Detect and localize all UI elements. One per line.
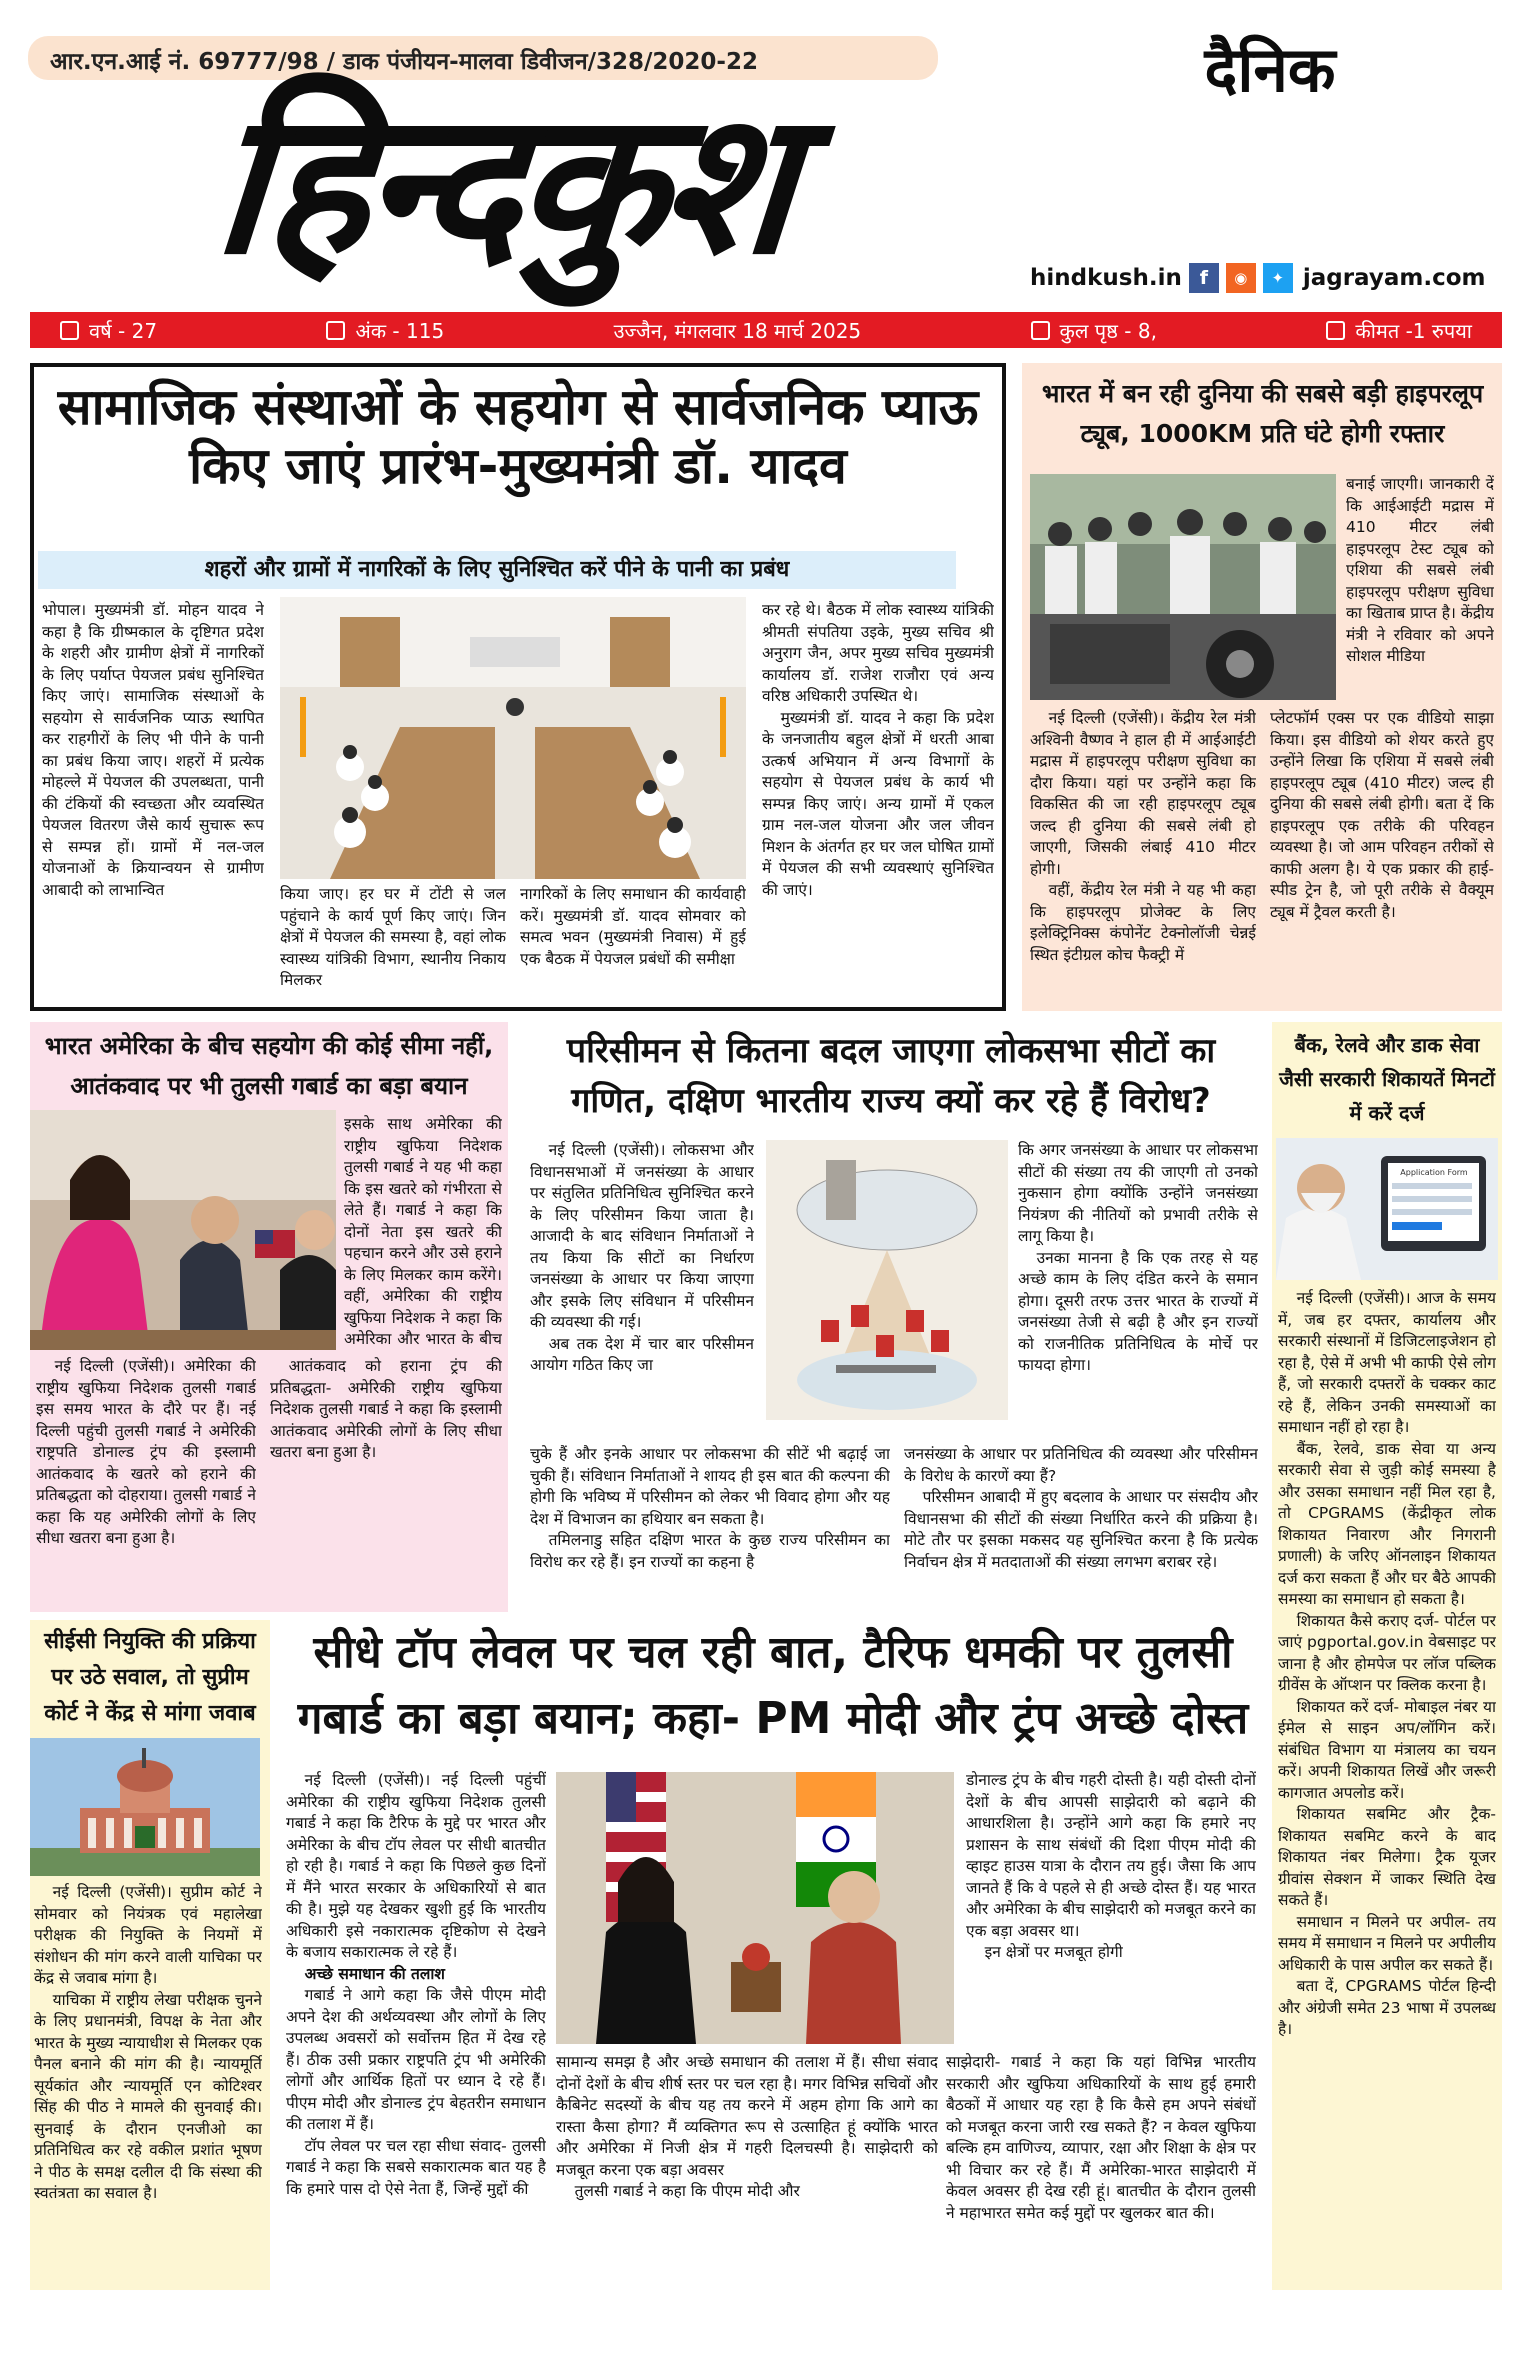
us-india-side-2: आतंकवाद को हराना ट्रंप की प्रतिबद्धता- अमेरिकी राष्ट्रीय खुफिया निदेशक तुलसी गबार्ड ने कहा कि इस्लामी आतंकवाद अमेरिकी लोगों के लिए सीधा खतरा बना हुआ है।: [270, 1357, 502, 1461]
grievance-headline: बैंक, रेलवे और डाक सेवा जैसी सरकारी शिकायतें मिनटों में करें दर्ज: [1279, 1033, 1495, 1125]
meeting-photo: [280, 597, 746, 879]
brand-logo: हिन्दकुश: [207, 68, 797, 298]
lead-col-4: कर रहे थे। बैठक में लोक स्वास्थ्य यांत्रिकी श्रीमती संपतिया उइके, मुख्य सचिव श्री अनुराग जैन, अपर मुख्य सचिव मुख्यमंत्री कार्यालय डॉ. राजेश राजौरा एवं अन्य वरिष्ठ अधिकारी उपस्थित थे। मुख्यमंत्री डॉ. यादव ने कहा कि प्रदेश के जनजातीय बहुल क्षेत्रों में धरती आबा उत्कर्ष अभियान में अन्य विभागों के सहयोग से पेयजल प्रबंध के कार्य भी सम्पन्न किए जाएं। अन्य ग्रामों में एकल ग्राम नल-जल योजना और जल जीवन मिशन के अंतर्गत हर घर जल घोषित ग्रामों में पेयजल की सभी व्यवस्थाएं सुनिश्चित की जाएं।: [762, 601, 994, 899]
brand-small: दैनिक: [1204, 33, 1336, 106]
year-info: वर्ष - 27: [60, 317, 157, 344]
info-bar: [30, 312, 1502, 348]
application-form-label: Application Form: [1400, 1168, 1468, 1177]
tariff-end: साझेदारी- गबार्ड ने कहा कि यहां विभिन्न भारतीय सरकारी और खुफिया अधिकारियों के साथ हुई हमारी बैठकों में आधार यह रहा है कि कैसे हम अपने संबंधों को मजबूत करना जारी रख सकते हैं? न केवल खुफिया बल्कि हम वाणिज्य, व्यापार, रक्षा और शिक्षा के क्षेत्र पर भी विचार कर रहे हैं। मैं अमेरिका-भारत साझेदारी में केवल अवसर ही देख रही हूं। बातचीत के दौरान तुलसी ने महाभारत समेत कई मुद्दों पर खुलकर बात की।: [946, 2053, 1256, 2222]
date-info: उज्जैन, मंगलवार 18 मार्च 2025: [613, 318, 862, 343]
hyperloop-body: नई दिल्ली (एजेंसी)। केंद्रीय रेल मंत्री अश्विनी वैष्णव ने हाल ही में आईआईटी मद्रास में हाइपरलूप परीक्षण सुविधा का दौरा किया। यहां पर उन्होंने कहा कि विकसित की जा रही हाइपरलूप ट्यूब जल्द ही दुनिया की सबसे लंबी हो जाएगी, जिसकी लंबाई 410 मीटर होगी। वहीं, केंद्रीय रेल मंत्री ने यह भी कहा कि हाइपरलूप प्रोजेक्ट के लिए इलेक्ट्रिनिक्स कंपोनेंट टेक्नोलॉजी चेन्नई स्थित इंटीग्रल कोच फैक्ट्री में: [1030, 709, 1256, 964]
us-india-headline: भारत अमेरिका के बीच सहयोग की कोई सीमा नहीं, आतंकवाद पर भी तुलसी गबार्ड का बड़ा बयान: [44, 1032, 494, 1100]
hyperloop-photo: [1030, 474, 1336, 700]
website-link-2[interactable]: jagrayam.com: [1302, 265, 1486, 291]
lead-col-3: नागरिकों के लिए समाधान की कार्यवाही करें। मुख्यमंत्री डॉ. यादव सोमवार को समत्व भवन (मुख्यमंत्री निवास) में हुई एक बैठक में पेयजल प्रबंधों की समीक्षा: [520, 885, 746, 968]
us-india-side: इसके साथ अमेरिका की राष्ट्रीय खुफिया निदेशक तुलसी गबार्ड ने यह भी कहा कि इस खतरे को गंभीरता से लेते हैं। गबार्ड ने कहा कि दोनों नेता इस खतरे की पहचान करने और उसे हराने के लिए मिलकर काम करेंगे। वहीं, अमेरिका की राष्ट्रीय खुफिया निदेशक ने कहा कि अमेरिका और भारत के बीच: [344, 1115, 502, 1348]
gabbard-photo: [30, 1110, 336, 1350]
lead-col-2: किया जाए। हर घर में टोंटी से जल पहुंचाने के कार्य पूर्ण किए जाएं। जिन क्षेत्रों में पेयजल की समस्या है, वहां लोक स्वास्थ्य यांत्रिकी विभाग, स्थानीय निकाय मिलकर: [280, 885, 506, 989]
tariff-headline: सीधे टॉप लेवल पर चल रही बात, टैरिफ धमकी पर तुलसी गबार्ड का बड़ा बयान; कहा- PM मोदी और ट्रंप अच्छे दोस्त: [297, 1627, 1249, 1744]
price-info: कीमत -1 रुपया: [1326, 317, 1472, 344]
checkbox-icon: [1031, 321, 1050, 340]
tariff-right: डोनाल्ड ट्रंप के बीच गहरी दोस्ती है। यही दोस्ती दोनों देशों के बीच आपसी साझेदारी को बढ़ाने की आधारशिला है। उन्होंने आगे कहा कि हमारे नए प्रशासन के साथ संबंधों की दिशा पीएम मोदी की व्हाइट हाउस यात्रा के दौरान तय हुई। जैसा कि आप जानते हैं कि वे पहले से ही अच्छे दोस्त हैं। यह भारत और अमेरिका के बीच साझेदारी को मजबूत करने का एक बड़ा अवसर था। इन क्षेत्रों पर मजबूत होगी: [966, 1771, 1256, 1961]
grievance-photo: [1276, 1138, 1498, 1280]
twitter-icon[interactable]: ✦: [1263, 263, 1293, 293]
issue-info: अंक - 115: [326, 317, 444, 344]
lead-headline: सामाजिक संस्थाओं के सहयोग से सार्वजनिक प्याऊ किए जाएं प्रारंभ-मुख्यमंत्री डॉ. यादव: [57, 378, 979, 495]
delimitation-bottom-left: चुके हैं और इनके आधार पर लोकसभा की सीटें भी बढ़ाई जा चुकी हैं। संविधान निर्माताओं ने शायद ही इस बात की कल्पना की होगी कि भविष्य में परिसीमन को लेकर भी विवाद होगा और यह देश में विभाजन का हथियार बन सकता है। तमिलनाडु सहित दक्षिण भारत के कुछ राज्य परिसीमन का विरोध कर रहे हैं। इन राज्यों का कहना है: [530, 1445, 890, 1571]
delimitation-right: कि अगर जनसंख्या के आधार पर लोकसभा सीटों की संख्या तय की जाएगी तो उनको नुकसान होगा क्योंकि उन्होंने जनसंख्या नियंत्रण की नीतियों को प्रभावी तरीके से लागू किया है। उनका मानना है कि एक तरह से यह अच्छे काम के लिए दंडित करने के समान होगा। दूसरी तरफ उत्तर भारत के राज्यों में जनसंख्या तेजी से बढ़ी है और इन राज्यों को राजनीतिक प्रतिनिधित्व के मोर्चे पर फायदा होगा।: [1018, 1141, 1258, 1374]
pages-info: कुल पृष्ठ - 8,: [1031, 317, 1157, 344]
parliament-cartoon: [766, 1140, 1008, 1420]
rss-icon[interactable]: ◉: [1226, 263, 1256, 293]
grievance-body: नई दिल्ली (एजेंसी)। आज के समय में, जब हर दफ्तर, कार्यालय और सरकारी संस्थानों में डिजिटलाइजेशन हो रहा है, ऐसे में अभी भी काफी ऐसे लोग हैं, जो सरकारी दफ्तरों के चक्कर काट रहे हैं, लेकिन उनकी समस्याओं का समाधान नहीं हो रहा है। बैंक, रेलवे, डाक सेवा या अन्य सरकारी सेवा से जुड़ी कोई समस्या है और उसका समाधान नहीं मिल रहा है, तो CPGRAMS (केंद्रीकृत लोक शिकायत निवारण और निगरानी प्रणाली) के जरिए ऑनलाइन शिकायत दर्ज करा सकता हैं और घर बैठे आपकी समस्या का समाधान हो सकता है। शिकायत कैसे कराए दर्ज- पोर्टल पर जाएं pgportal.gov.in वेबसाइट पर जाना है और होमपेज पर लॉज पब्लिक ग्रीवेंस के ऑप्शन पर क्लिक करना है। शिकायत करें दर्ज- मोबाइल नंबर या ईमेल से साइन अप/लॉगिन करें। संबंधित विभाग या मंत्रालय का चयन करें। अपनी शिकायत लिखें और जरूरी कागजात अपलोड करें। शिकायत सबमिट और ट्रैक- शिकायत सबमिट करने के बाद शिकायत नंबर मिलेगा। ट्रैक यूजर ग्रीवांस सेक्शन में जाकर स्थिति देख सकते हैं। समाधान न मिलने पर अपील- तय समय में समाधान न मिलने पर अपीलीय अधिकारी के पास अपील कर सकते हैं। बता दें, CPGRAMS पोर्टल हिन्दी और अंग्रेजी समेत 23 भाषा में उपलब्ध है।: [1278, 1289, 1496, 2038]
tariff-mid: सामान्य समझ है और अच्छे समाधान की तलाश में हैं। सीधा संवाद दोनों देशों के बीच शीर्ष स्तर पर चल रहा है। मगर विभिन्न सचिवों और कैबिनेट सदस्यों के बीच यह तय करने में अहम होगा कि आगे का रास्ता कैसा होगा? मैं व्यक्तिगत रूप से उत्साहित हूं क्योंकि भारत और अमेरिका में निजी क्षेत्र में गहरी दिलचस्पी है। साझेदारी को मजबूत करना एक बड़ा अवसर तुलसी गबार्ड ने कहा कि पीएम मोदी और: [556, 2053, 938, 2200]
registration-line: आर.एन.आई नं. 69777/98 / डाक पंजीयन-मालवा डिवीजन/328/2020-22: [28, 36, 938, 80]
checkbox-icon: [1326, 321, 1345, 340]
lead-col-1: भोपाल। मुख्यमंत्री डॉ. मोहन यादव ने कहा है कि ग्रीष्मकाल के दृष्टिगत प्रदेश के शहरी और ग्रामीण क्षेत्रों में नागरिकों के लिए पर्याप्त पेयजल प्रबंध सुनिश्चित किए जाएं। सामाजिक संस्थाओं के सहयोग से सार्वजनिक प्याऊ स्थापित कर राहगीरों के लिए भी पीने के पानी का प्रबंध किया जाए। शहरों में प्रत्येक मोहल्ले में पेयजल की उपलब्धता, पानी की टंकियों की स्वच्छता और व्यवस्थित पेयजल वितरण जैसे कार्य सुचारू रूप से सम्पन्न हों। ग्रामों में नल-जल योजनाओं के क्रियान्वयन से ग्रामीण आबादी को लाभान्वित: [42, 601, 264, 899]
delimitation-headline: परिसीमन से कितना बदल जाएगा लोकसभा सीटों का गणित, दक्षिण भारतीय राज्य क्यों कर रहे हैं विरोध?: [566, 1031, 1216, 1121]
delimitation-left: नई दिल्ली (एजेंसी)। लोकसभा और विधानसभाओं में जनसंख्या के आधार पर संतुलित प्रतिनिधित्व सुनिश्चित करने के लिए परिसीमन किया जाता है। आजादी के बाद संविधान निर्माताओं ने तय किया कि सीटों का निर्धारण जनसंख्या के आधार पर किया जाएगा और इसके लिए संविधान में परिसीमन की व्यवस्था की गई। अब तक देश में चार बार परिसीमन आयोग गठित किए जा: [530, 1141, 754, 1374]
modi-gabbard-photo: [556, 1772, 954, 2044]
us-india-body: नई दिल्ली (एजेंसी)। अमेरिका की राष्ट्रीय खुफिया निदेशक तुलसी गबार्ड इस समय भारत के दौरे पर हैं। नई दिल्ली पहुंची तुलसी गबार्ड ने अमेरिकी राष्ट्रपति डोनाल्ड ट्रंप की इस्लामी आतंकवाद के खतरे को हराने की प्रतिबद्धता को दोहराया। तुलसी गबार्ड ने कहा कि यह अमेरिकी लोगों के लिए सीधा खतरा बना हुआ है।: [36, 1357, 256, 1547]
checkbox-icon: [326, 321, 345, 340]
delimitation-bottom-right: जनसंख्या के आधार पर प्रतिनिधित्व की व्यवस्था और परिसीमन के विरोध के कारणें क्या हैं? परिसीमन आबादी में हुए बदलाव के आधार पर संसदीय और विधानसभा की सीटों की संख्या निर्धारित करने की प्रक्रिया है। मोटे तौर पर इसका मकसद यह सुनिश्चित करना है कि प्रत्येक निर्वाचन क्षेत्र में मतदाताओं की संख्या लगभग बराबर रहे।: [904, 1445, 1258, 1571]
hyperloop-headline: भारत में बन रही दुनिया की सबसे बड़ी हाइपरलूप ट्यूब, 1000KM प्रति घंटे होगी रफ्तार: [1041, 379, 1484, 448]
tariff-left: नई दिल्ली (एजेंसी)। नई दिल्ली पहुंचीं अमेरिका की राष्ट्रीय खुफिया निदेशक तुलसी गबार्ड ने कहा कि टैरिफ के मुद्दे पर भारत और अमेरिका के बीच टॉप लेवल पर सीधी बातचीत हो रही है। गबार्ड ने कहा कि पिछले कुछ दिनों में मैंने भारत सरकार के अधिकारियों से बात की है। मुझे यह देखकर खुशी हुई कि भारतीय अधिकारी इसे नकारात्मक दृष्टिकोण से देखने के बजाय सकारात्मक ले रहे हैं। अच्छे समाधान की तलाश गबार्ड ने आगे कहा कि जैसे पीएम मोदी अपने देश की अर्थव्यवस्था और लोगों के लिए उपलब्ध अवसरों को सर्वोत्तम हित में देख रहे हैं। ठीक उसी प्रकार राष्ट्रपति ट्रंप भी अमेरिकी लोगों और आर्थिक हितों पर ध्यान दे रहे हैं। पीएम मोदी और डोनाल्ड ट्रंप बेहतरीन समाधान की तलाश में हैं। टॉप लेवल पर चल रहा सीधा संवाद- तुलसी गबार्ड ने कहा कि सबसे सकारात्मक बात यह है कि हमारे पास दो ऐसे नेता हैं, जिन्हें मुद्दों की: [286, 1771, 546, 2198]
website-links: [1030, 258, 1500, 298]
lead-subhead: शहरों और ग्रामों में नागरिकों के लिए सुनिश्चित करें पीने के पानी का प्रबंध: [38, 551, 956, 589]
checkbox-icon: [60, 321, 79, 340]
hyperloop-side: बनाई जाएगी। जानकारी दें कि आईआईटी मद्रास में 410 मीटर लंबी हाइपरलूप टेस्ट ट्यूब को एशिया की सबसे लंबी हाइपरलूप परीक्षण सुविधा का खिताब प्राप्त है। केंद्रीय मंत्री ने रविवार को अपने सोशल मीडिया: [1346, 475, 1494, 665]
hyperloop-right: प्लेटफॉर्म एक्स पर एक वीडियो साझा किया। इस वीडियो को शेयर करते हुए उन्होंने लिखा कि एशिया में सबसे लंबी हाइपरलूप ट्यूब (410 मीटर) जल्द ही दुनिया की सबसे लंबी होगी। बता दें कि हाइपरलूप एक तरीके की परिवहन व्यवस्था है। जो आम परिवहन तरीकों से काफी अलग है। ये एक प्रकार की हाई-स्पीड ट्रेन है, जो पूरी तरीके से वैक्यूम ट्यूब में ट्रैवल करती है।: [1270, 709, 1494, 921]
website-link[interactable]: hindkush.in: [1030, 265, 1182, 291]
cec-headline: सीईसी नियुक्ति की प्रक्रिया पर उठे सवाल, तो सुप्रीम कोर्ट ने केंद्र से मांगा जवाब: [44, 1629, 256, 1726]
cec-body: नई दिल्ली (एजेंसी)। सुप्रीम कोर्ट ने सोमवार को नियंत्रक एवं महालेखा परीक्षक की नियुक्ति के नियमों में संशोधन की मांग करने वाली याचिका पर केंद्र से जवाब मांगा है। याचिका में राष्ट्रीय लेखा परीक्षक चुनने के लिए प्रधानमंत्री, विपक्ष के नेता और भारत के मुख्य न्यायाधीश से मिलकर एक पैनल बनाने की मांग की है। न्यायमूर्ति सूर्यकांत और न्यायमूर्ति एन कोटिश्वर सिंह की पीठ ने मामले की सुनवाई की। सुनवाई के दौरान एनजीओ का प्रतिनिधित्व कर रहे वकील प्रशांत भूषण ने पीठ के समक्ष दलील दी कि संस्था की स्वतंत्रता का सवाल है।: [34, 1883, 262, 2202]
facebook-icon[interactable]: f: [1189, 263, 1219, 293]
supreme-court-photo: [30, 1738, 260, 1876]
